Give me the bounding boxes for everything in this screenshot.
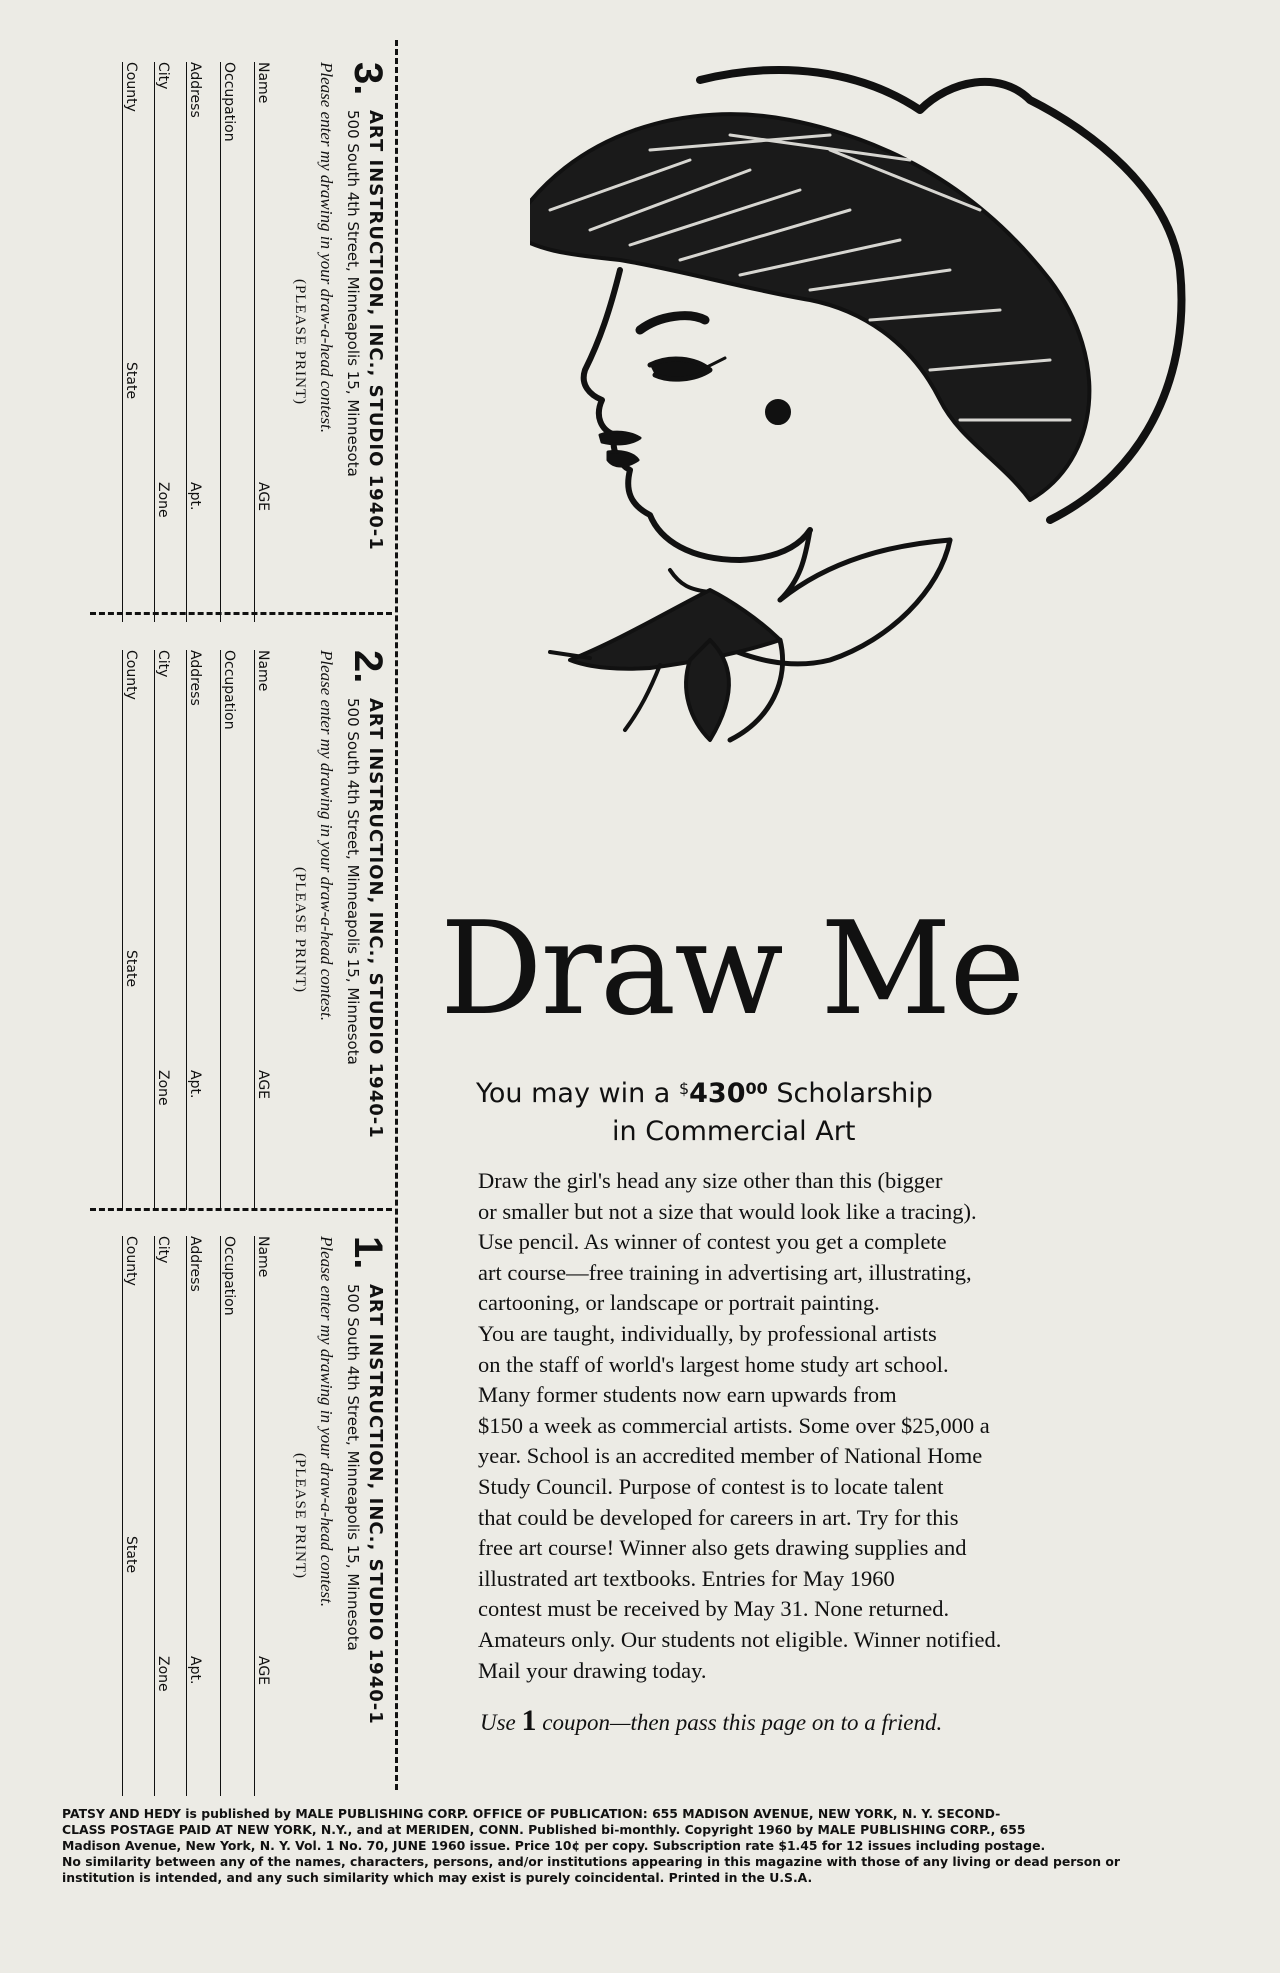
body-line: year. School is an accredited member of National Home <box>478 1443 983 1469</box>
body-line: art course—free training in advertising art, illustrating, <box>478 1259 972 1285</box>
coupon-company: ART INSTRUCTION, INC., STUDIO 1940-1 <box>365 698 386 1139</box>
city-field[interactable]: City Zone <box>152 1236 174 1796</box>
body-line: cartooning, or landscape or portrait painting. <box>478 1290 880 1316</box>
footer-line: PATSY AND HEDY is published by MALE PUBLISHING CORP. OFFICE OF PUBLICATION: 655 MADISON AVENUE, NEW YORK, N. Y. SECOND- <box>62 1806 1001 1821</box>
footer-line: institution is intended, and any such similarity which may exist is purely coincidental. Printed in the U.S.A. <box>62 1870 813 1885</box>
body-line: or smaller but not a size that would look like a tracing). <box>478 1198 977 1224</box>
coupon-number: 2. <box>346 650 390 684</box>
occupation-field[interactable]: Occupation <box>218 1236 240 1796</box>
body-line: You are taught, individually, by professional artists <box>478 1320 937 1346</box>
occupation-field[interactable]: Occupation <box>218 650 240 1210</box>
county-field[interactable]: County State <box>120 1236 142 1796</box>
coupon-3[interactable] <box>83 62 388 622</box>
girl-head-illustration <box>530 40 1210 920</box>
coupon-instruction: Please enter my drawing in your draw-a-head contest. <box>317 650 336 1022</box>
footer-line: No similarity between any of the names, characters, persons, and/or institutions appearing in this magazine with those of any living or dead person or <box>62 1854 1121 1869</box>
body-line: Draw the girl's head any size other than this (bigger <box>478 1168 943 1193</box>
coupon-print-note: (PLEASE PRINT) <box>292 278 308 406</box>
footer-line: CLASS POSTAGE PAID AT NEW YORK, N.Y., and at MERIDEN, CONN. Published bi-monthly. Copyright 1960 by MALE PUBLISHING CORP., 655 <box>62 1822 1026 1837</box>
coupon-number: 3. <box>346 62 390 96</box>
address-field[interactable]: Address Apt. <box>184 650 206 1210</box>
footer-line: Madison Avenue, New York, N. Y. Vol. 1 No. 70, JUNE 1960 issue. Price 10¢ per copy. Subscription rate $1.45 for 12 issues including postage. <box>62 1838 1046 1853</box>
tagline: Use 1 coupon—then pass this page on to a friend. <box>480 1704 943 1737</box>
coupon-print-note: (PLEASE PRINT) <box>292 1452 308 1580</box>
name-field[interactable]: Name AGE <box>252 650 274 1210</box>
body-line: $150 a week as commercial artists. Some over $25,000 a <box>478 1412 990 1438</box>
scholarship-subhead: You may win a $^{\$}430^{00}$ Scholarship in Commercial Art <box>476 1078 933 1147</box>
contest-description <box>478 1166 1198 1686</box>
coupon-number: 1. <box>346 1236 390 1270</box>
name-field[interactable]: Name AGE <box>252 1236 274 1796</box>
coupon-address: 500 South 4th Street, Minneapolis 15, Minnesota <box>344 1284 362 1651</box>
headline: Draw Me <box>440 895 1024 1044</box>
coupon-instruction: Please enter my drawing in your draw-a-head contest. <box>317 1236 336 1608</box>
city-field[interactable]: City Zone <box>152 650 174 1210</box>
publication-footer <box>62 1806 1222 1886</box>
body-line: Many former students now earn upwards from <box>478 1382 897 1408</box>
body-line: Mail your drawing today. <box>478 1657 707 1683</box>
coupon-address: 500 South 4th Street, Minneapolis 15, Minnesota <box>344 110 362 477</box>
coupon-instruction: Please enter my drawing in your draw-a-head contest. <box>317 62 336 434</box>
address-field[interactable]: Address Apt. <box>184 1236 206 1796</box>
occupation-field[interactable]: Occupation <box>218 62 240 622</box>
coupon-company: ART INSTRUCTION, INC., STUDIO 1940-1 <box>365 110 386 551</box>
county-field[interactable]: County State <box>120 650 142 1210</box>
coupon-1[interactable] <box>83 1236 388 1796</box>
coupon-cut-line <box>395 40 398 1790</box>
coupon-company: ART INSTRUCTION, INC., STUDIO 1940-1 <box>365 1284 386 1725</box>
address-field[interactable]: Address Apt. <box>184 62 206 622</box>
body-line: free art course! Winner also gets drawing supplies and <box>478 1535 967 1561</box>
body-line: Study Council. Purpose of contest is to locate talent <box>478 1473 944 1499</box>
body-line: that could be developed for careers in art. Try for this <box>478 1504 959 1530</box>
body-line: on the staff of world's largest home study art school. <box>478 1351 949 1377</box>
coupon-2[interactable] <box>83 650 388 1210</box>
coupon-address: 500 South 4th Street, Minneapolis 15, Minnesota <box>344 698 362 1065</box>
county-field[interactable]: County State <box>120 62 142 622</box>
coupon-print-note: (PLEASE PRINT) <box>292 866 308 994</box>
name-field[interactable]: Name AGE <box>252 62 274 622</box>
body-line: Amateurs only. Our students not eligible. Winner notified. <box>478 1626 1002 1652</box>
city-field[interactable]: City Zone <box>152 62 174 622</box>
body-line: Use pencil. As winner of contest you get a complete <box>478 1229 947 1255</box>
body-line: illustrated art textbooks. Entries for May 1960 <box>478 1565 895 1591</box>
body-line: contest must be received by May 31. None returned. <box>478 1596 950 1622</box>
